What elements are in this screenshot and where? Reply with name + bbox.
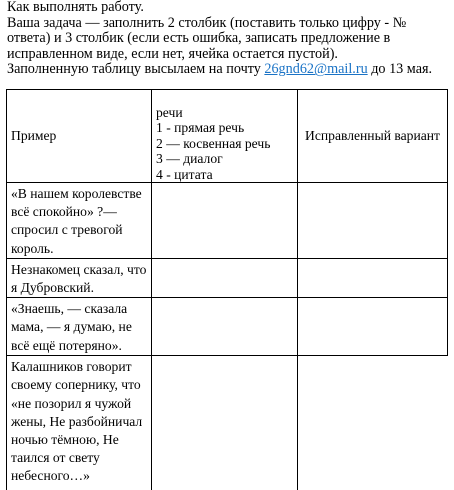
table-row	[7, 298, 448, 356]
answer-number-cell[interactable]	[152, 258, 298, 297]
header-type-line: 4 - цитата	[156, 166, 213, 182]
header-type-line: 3 — диалог	[156, 151, 223, 167]
header-example: Пример	[7, 90, 152, 183]
corrected-cell[interactable]	[298, 183, 448, 259]
header-speech-type	[152, 90, 298, 183]
instructions-send	[7, 62, 453, 78]
instructions-send-text: Заполненную таблицу высылаем на почту	[7, 61, 265, 78]
example-cell: «В нашем королевстве всё спокойно» ?— спросил с тревогой король.	[7, 183, 152, 259]
answer-number-cell[interactable]	[152, 183, 298, 259]
example-cell: Калашников говорит своему сопернику, что «не позорил я чужой жены, Не разбойничал ночью тёмною, Не таился от свету небесного…»	[7, 356, 152, 490]
corrected-cell[interactable]	[298, 298, 448, 356]
instructions	[7, 0, 453, 78]
instructions-deadline: до 13 мая.	[367, 61, 433, 78]
table-row	[7, 356, 448, 490]
corrected-cell[interactable]	[298, 356, 448, 490]
table-row	[7, 258, 448, 297]
email-link[interactable]: 26gnd62@mail.ru	[264, 61, 368, 78]
header-type-line: 2 — косвенная речь	[156, 135, 271, 151]
table-row	[7, 183, 448, 259]
instructions-title: Как выполнять работу.	[7, 0, 144, 15]
header-type-line: речи	[156, 105, 183, 120]
task-table	[6, 89, 448, 490]
header-type-line: 1 - прямая речь	[156, 120, 245, 136]
example-cell: Незнакомец сказал, что я Дубровский.	[7, 258, 152, 297]
answer-number-cell[interactable]	[152, 356, 298, 490]
answer-number-cell[interactable]	[152, 298, 298, 356]
corrected-cell[interactable]	[298, 258, 448, 297]
table-header-row	[7, 90, 448, 183]
instructions-task: Ваша задача — заполнить 2 столбик (поставить только цифру - № ответа) и 3 столбик (если есть ошибка, записать предложение в исправленном виде, если нет, ячейка остается пустой).	[7, 14, 407, 62]
header-corrected: Исправленный вариант	[298, 90, 448, 183]
example-cell: «Знаешь, — сказала мама, — я думаю, не всё ещё потеряно».	[7, 298, 152, 356]
